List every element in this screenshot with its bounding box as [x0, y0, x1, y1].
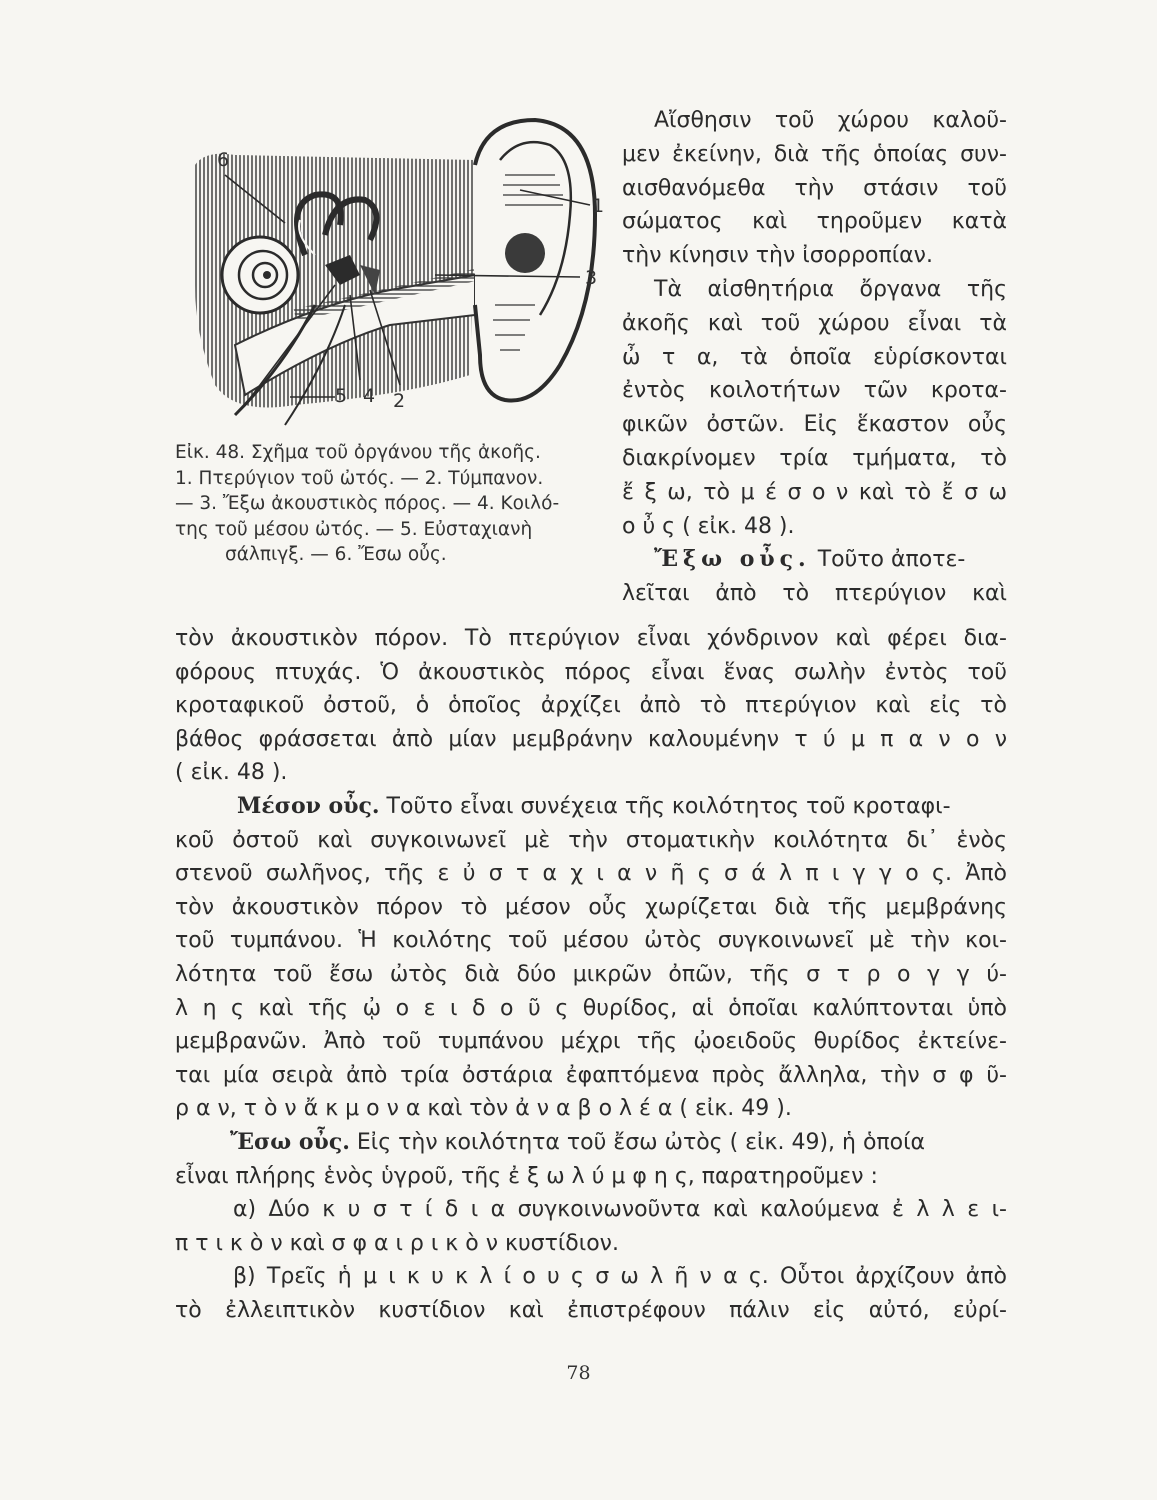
figure-label-1: 1	[592, 195, 605, 217]
ear-figure	[175, 105, 615, 435]
text-line: μεμβρανῶν. Ἀπὸ τοῦ τυμπάνου μέχρι τῆς ᾠοειδοῦς θυρίδος ἐκτείνε-	[175, 1029, 1007, 1055]
figure-label-6: 6	[217, 149, 230, 171]
exo-ous-line	[622, 543, 1007, 577]
section-heading-meson-ous: Μέσον οὖς.	[237, 792, 380, 819]
text-line: ὦ τ α, τὰ ὁποῖα εὑρίσκονται	[622, 344, 1007, 370]
text-fragment: Τοῦτο εἶναι συνέχεια τῆς κοιλότητος τοῦ κροταφι-	[386, 793, 951, 819]
main-column-text	[175, 622, 1007, 1327]
text-fragment: Εἰς τὴν κοιλότητα τοῦ ἔσω ὠτὸς ( εἰκ. 49), ἡ ὁποία	[356, 1129, 926, 1155]
caption-line: της τοῦ μέσου ὠτός. — 5. Εὐσταχιανὴ	[175, 518, 533, 540]
text-line: τοῦ τυμπάνου. Ἡ κοιλότης τοῦ μέσου ὠτὸς συγκοινωνεῖ μὲ τὴν κοι-	[175, 928, 1007, 954]
section-heading-exo-ous: Ἔξω οὖς.	[654, 546, 811, 573]
page-number: 78	[566, 1362, 591, 1384]
text-line: ἔ ξ ω, τὸ μ έ σ ο ν καὶ τὸ ἔ σ ω	[622, 479, 1007, 505]
text-line: τὸν ἀκουστικὸν πόρον. Τὸ πτερύγιον εἶναι χόνδρινον καὶ φέρει δια-	[175, 626, 1007, 651]
eso-ous-line	[175, 1126, 1007, 1160]
text-line: λεῖται ἀπὸ τὸ πτερύγιον καὶ	[622, 581, 1007, 607]
caption-line: σάλπιγξ. — 6. Ἔσω οὖς.	[225, 544, 447, 565]
side-column-text	[622, 104, 1007, 611]
text-line: βάθος φράσσεται ἀπὸ μίαν μεμβράνην καλουμένην τ ύ μ π α ν ο ν	[175, 726, 1007, 752]
text-line: διακρίνομεν τρία τμήματα, τὸ	[622, 445, 1007, 471]
text-line: ( εἰκ. 48 ).	[175, 760, 288, 786]
text-line: τὴν κίνησιν τὴν ἰσορροπίαν.	[622, 243, 933, 269]
text-line: τὸ ἐλλειπτικὸν κυστίδιον καὶ ἐπιστρέφουν πάλιν εἰς αὐτό, εὐρί-	[175, 1297, 1007, 1323]
caption-line: — 3. Ἔξω ἀκουστικὸς πόρος. — 4. Κοιλό-	[175, 493, 560, 514]
text-line: λότητα τοῦ ἔσω ὠτὸς διὰ δύο μικρῶν ὀπῶν, τῆς σ τ ρ ο γ γ ύ-	[175, 961, 1007, 987]
text-line: φικῶν ὀστῶν. Εἰς ἕκαστον οὖς	[622, 412, 1007, 438]
text-line: αισθανόμεθα τὴν στάσιν τοῦ	[622, 175, 1007, 201]
text-line: ἀκοῆς καὶ τοῦ χώρου εἶναι τὰ	[622, 310, 1007, 336]
text-line: Αἴσθησιν τοῦ χώρου καλοῦ-	[654, 108, 1007, 133]
text-fragment: Τοῦτο ἀποτε-	[817, 547, 966, 573]
text-line: στενοῦ σωλῆνος, τῆς ε ὐ σ τ α χ ι α ν ῆ ς σ ά λ π ι γ γ ο ς. Ἀπὸ	[175, 861, 1007, 887]
text-line: ἐντὸς κοιλοτήτων τῶν κροτα-	[622, 378, 1007, 404]
text-line: α) Δύο κ υ σ τ ί δ ι α συγκοινωνοῦντα καὶ καλούμενα ἐ λ λ ε ι-	[233, 1197, 1007, 1223]
meson-ous-line	[175, 790, 1007, 824]
text-line: β) Τρεῖς ἡ μ ι κ υ κ λ ί ο υ ς σ ω λ ῆ ν α ς. Οὗτοι ἀρχίζουν ἀπὸ	[233, 1264, 1007, 1290]
figure-caption	[175, 440, 605, 568]
text-line: π τ ι κ ὸ ν καὶ σ φ α ι ρ ι κ ὸ ν κυστίδιον.	[175, 1230, 619, 1256]
ear-illustration	[175, 105, 615, 435]
text-line: ται μία σειρὰ ἀπὸ τρία ὀστάρια ἐφαπτόμενα πρὸς ἄλληλα, τὴν σ φ ῦ-	[175, 1062, 1007, 1088]
figure-label-3: 3	[585, 267, 598, 289]
text-line: σώματος καὶ τηροῦμεν κατὰ	[622, 209, 1007, 235]
text-line: τὸν ἀκουστικὸν πόρον τὸ μέσον οὖς χωρίζεται διὰ τῆς μεμβράνης	[175, 894, 1007, 920]
text-line: ρ α ν, τ ὸ ν ἄ κ μ ο ν α καὶ τὸν ἀ ν α β ο λ έ α ( εἰκ. 49 ).	[175, 1096, 792, 1122]
figure-label-5: 5	[335, 385, 348, 407]
section-heading-eso-ous: Ἔσω οὖς.	[230, 1128, 350, 1155]
text-line: ο ὖ ς ( εἰκ. 48 ).	[622, 513, 795, 539]
figure-label-2: 2	[393, 390, 406, 412]
text-line: φόρους πτυχάς. Ὁ ἀκουστικὸς πόρος εἶναι ἕνας σωλὴν ἐντὸς τοῦ	[175, 659, 1007, 685]
figure-label-4: 4	[363, 385, 376, 407]
text-line: Τὰ αἰσθητήρια ὄργανα τῆς	[654, 276, 1007, 302]
text-line: μεν ἐκείνην, διὰ τῆς ὁποίας συν-	[622, 141, 1007, 167]
text-line: κοῦ ὀστοῦ καὶ συγκοινωνεῖ μὲ τὴν στοματικὴν κοιλότητα δι᾽ ἑνὸς	[175, 827, 1007, 853]
caption-line: Εἰκ. 48. Σχῆμα τοῦ ὀργάνου τῆς ἀκοῆς.	[175, 442, 541, 463]
caption-line: 1. Πτερύγιον τοῦ ὠτός. — 2. Τύμπανον.	[175, 467, 544, 489]
text-line: κροταφικοῦ ὀστοῦ, ὁ ὁποῖος ἀρχίζει ἀπὸ τὸ πτερύγιον καὶ εἰς τὸ	[175, 693, 1007, 719]
text-line: εἶναι πλήρης ἑνὸς ὑγροῦ, τῆς ἐ ξ ω λ ύ μ φ η ς, παρατηροῦμεν :	[175, 1163, 878, 1189]
text-line: λ η ς καὶ τῆς ᾠ ο ε ι δ ο ῦ ς θυρίδος, αἱ ὁποῖαι καλύπτονται ὑπὸ	[175, 995, 1007, 1021]
